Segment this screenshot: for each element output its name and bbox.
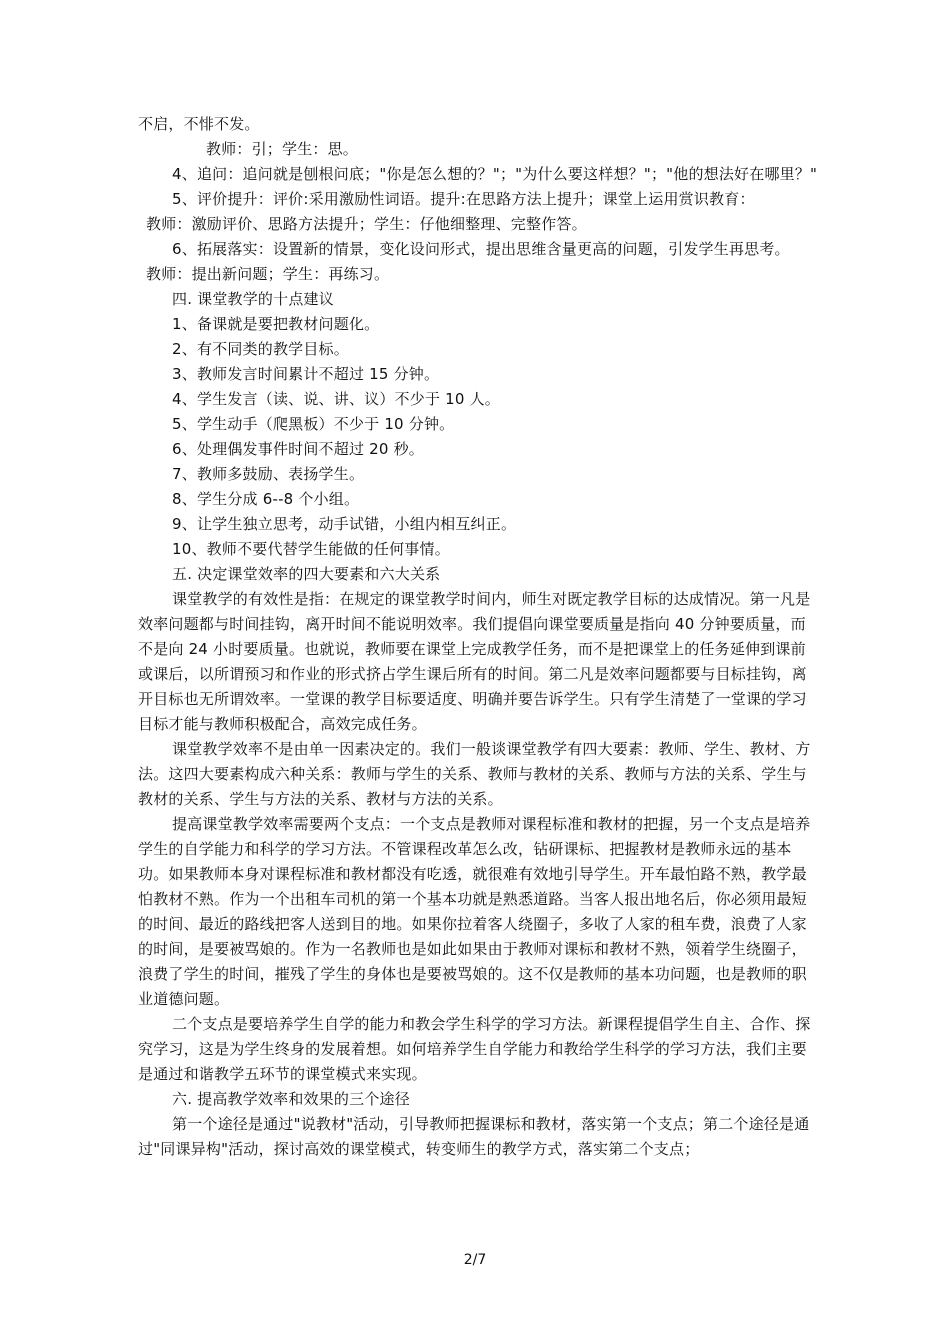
paragraph: 教师：引；学生：思。 bbox=[206, 140, 359, 158]
paragraph: 6、拓展落实：设置新的情景，变化设问形式，提出思维含量更高的问题，引发学生再思考。 bbox=[172, 240, 790, 258]
paragraph: 教师：提出新问题；学生：再练习。 bbox=[146, 265, 390, 283]
paragraph: 4、追问：追问就是刨根问底；"你是怎么想的？"；"为什么要这样想？"；"他的想法好在哪里？" bbox=[172, 165, 818, 183]
paragraph: 提高课堂教学效率需要两个支点：一个支点是教师对课程标准和教材的把握，另一个支点是培养学生的自学能力和科学的学习方法。不管课程改革怎么改，钻研课标、把握教材是教师永远的基本功。如果教师本身对课程标准和教材都没有吃透，就很难有效地引导学生。开车最怕路不熟，教学最怕教材不熟。作为一个出租车司机的第一个基本功就是熟悉道路。当客人报出地名后，你必须用最短的时间、最近的路线把客人送到目的地。如果你拉着客人绕圈子，多收了人家的租车费，浪费了人家的时间，是要被骂娘的。作为一名教师也是如此如果由于教师对课标和教材不熟，领着学生绕圈子，浪费了学生的时间，摧残了学生的身体也是要被骂娘的。这不仅是教师的基本功问题，也是教师的职业道德问题。 bbox=[138, 815, 811, 1008]
list-item: 5、学生动手（爬黑板）不少于 10 分钟。 bbox=[172, 415, 455, 433]
list-item: 9、让学生独立思考，动手试错，小组内相互纠正。 bbox=[172, 515, 517, 533]
paragraph: 5、评价提升：评价:采用激励性词语。提升:在思路方法上提升；课堂上运用赏识教育： bbox=[172, 190, 755, 208]
paragraph: 教师：激励评价、思路方法提升；学生：仔他细整理、完整作答。 bbox=[146, 215, 587, 233]
page-number: 2/7 bbox=[463, 1252, 487, 1268]
list-item: 7、教师多鼓励、表扬学生。 bbox=[172, 465, 365, 483]
list-item: 8、学生分成 6--8 个小组。 bbox=[172, 490, 360, 508]
paragraph: 第一个途径是通过"说教材"活动，引导教师把握课标和教材，落实第一个支点；第二个途径是通过"同课异构"活动，探讨高效的课堂模式，转变师生的教学方式，落实第二个支点； bbox=[138, 1115, 810, 1158]
section-heading: 六. 提高教学效率和效果的三个途径 bbox=[172, 1090, 410, 1108]
list-item: 1、备课就是要把教材问题化。 bbox=[172, 315, 380, 333]
list-item: 10、教师不要代替学生能做的任何事情。 bbox=[172, 540, 450, 558]
paragraph: 二个支点是要培养学生自学的能力和教会学生科学的学习方法。新课程提倡学生自主、合作、探究学习，这是为学生终身的发展着想。如何培养学生自学能力和教给学生科学的学习方法，我们主要是通过和谐教学五环节的课堂模式来实现。 bbox=[138, 1015, 811, 1083]
paragraph: 不启，不悱不发。 bbox=[138, 115, 260, 133]
list-item: 6、处理偶发事件时间不超过 20 秒。 bbox=[172, 440, 424, 458]
section-heading: 四. 课堂教学的十点建议 bbox=[172, 290, 334, 308]
list-item: 3、教师发言时间累计不超过 15 分钟。 bbox=[172, 365, 440, 383]
section-heading: 五. 决定课堂效率的四大要素和六大关系 bbox=[172, 565, 441, 583]
paragraph: 课堂教学效率不是由单一因素决定的。我们一般谈课堂教学有四大要素：教师、学生、教材、方法。这四大要素构成六种关系：教师与学生的关系、教师与教材的关系、教师与方法的关系、学生与教材的关系、学生与方法的关系、教材与方法的关系。 bbox=[138, 740, 811, 808]
list-item: 2、有不同类的教学目标。 bbox=[172, 340, 349, 358]
list-item: 4、学生发言（读、说、讲、议）不少于 10 人。 bbox=[172, 390, 500, 408]
paragraph: 课堂教学的有效性是指：在规定的课堂教学时间内，师生对既定教学目标的达成情况。第一凡是效率问题都与时间挂钩，离开时间不能说明效率。我们提倡向课堂要质量是指向 40 分钟要质量，而不是向 24 小时要质量。也就说，教师要在课堂上完成教学任务，而不是把课堂上的任务延伸到课前或课后，以所谓预习和作业的形式挤占学生课后所有的时间。第二凡是效率问题都要与目标挂钩，离开目标也无所谓效率。一堂课的教学目标要适度、明确并要告诉学生。只有学生清楚了一堂课的学习目标才能与教师积极配合，高效完成任务。 bbox=[138, 590, 811, 733]
body-text bbox=[138, 112, 818, 1162]
